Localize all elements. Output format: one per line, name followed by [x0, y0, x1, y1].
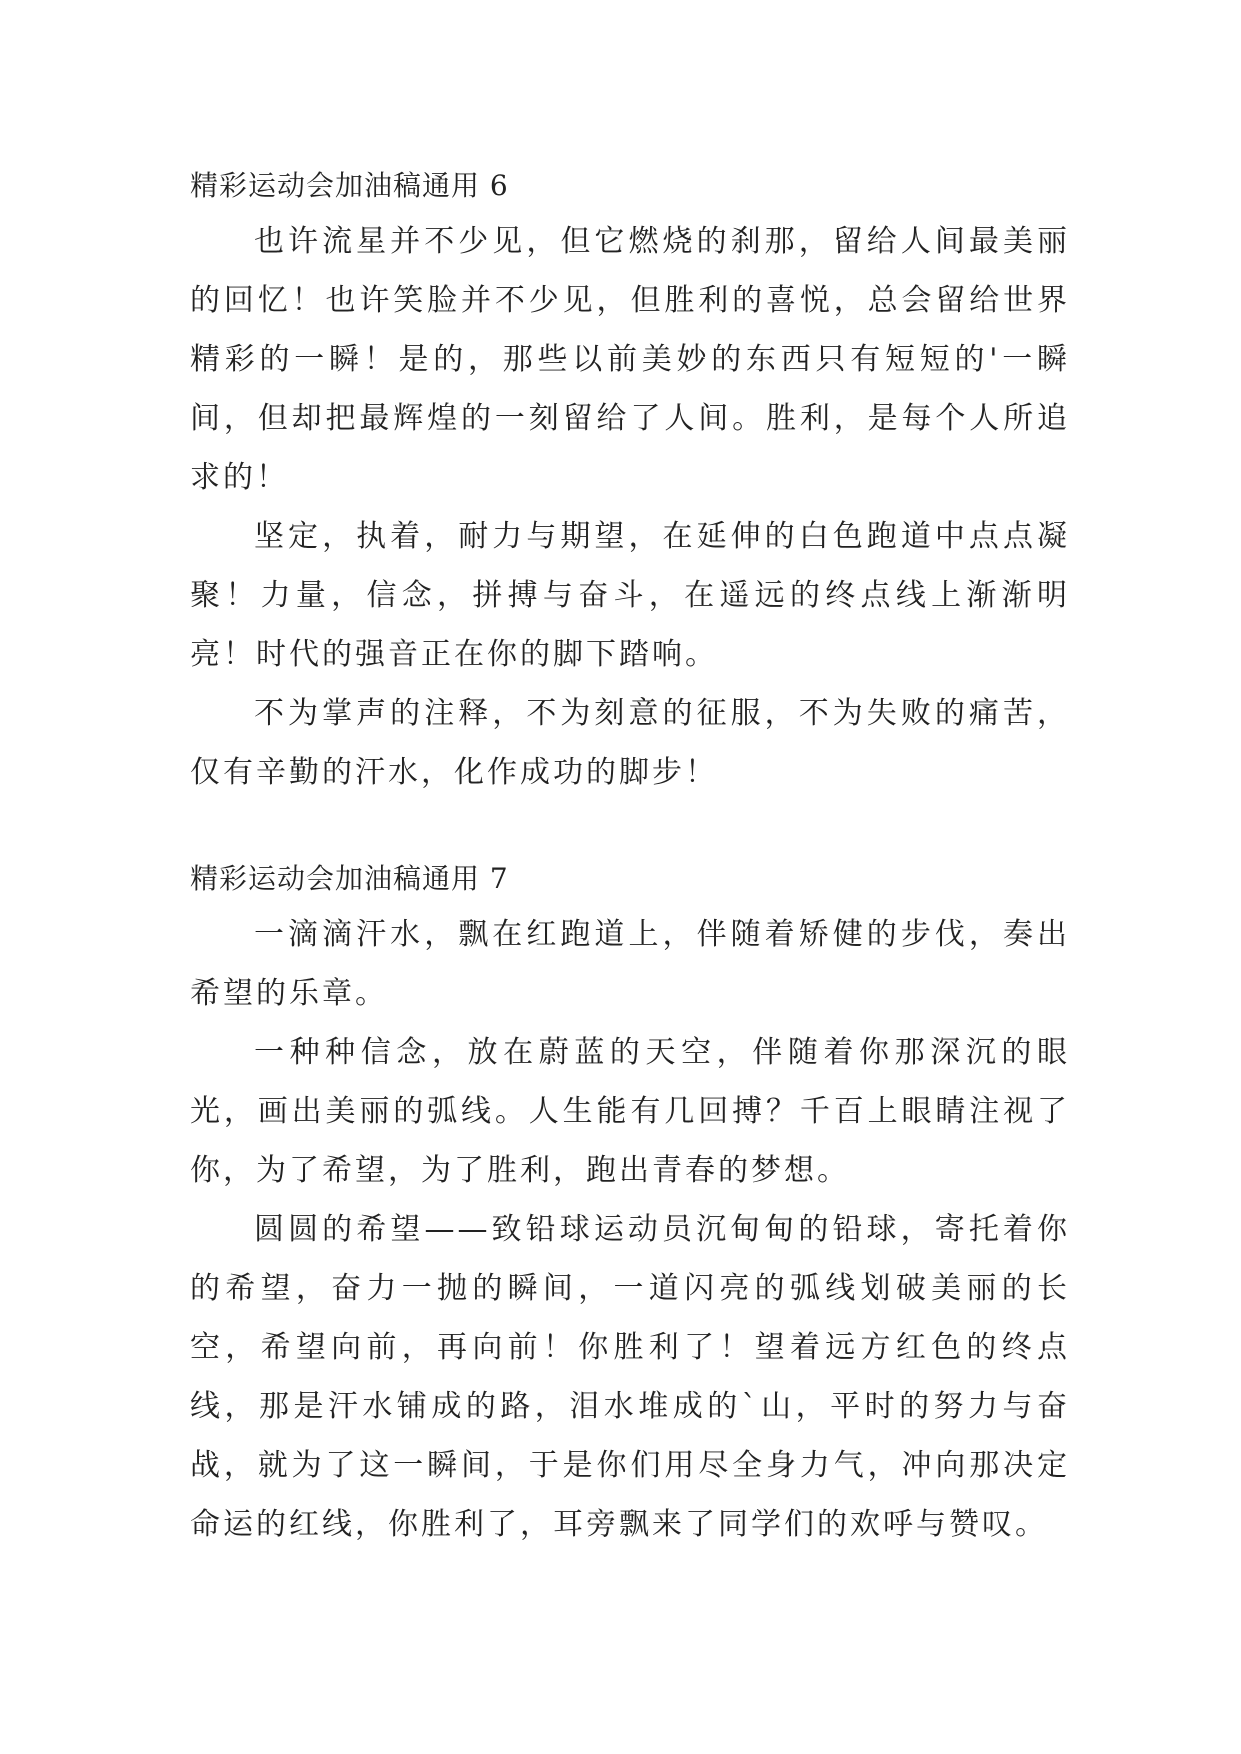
section-heading: 精彩运动会加油稿通用 7 [190, 862, 509, 895]
paragraph: 坚定，执着，耐力与期望，在延伸的白色跑道中点点凝聚！力量，信念，拼搏与奋斗，在遥远的终点线上渐渐明亮！时代的强音正在你的脚下踏响。 [190, 519, 1070, 672]
section-heading: 精彩运动会加油稿通用 6 [190, 169, 509, 202]
paragraph: 一滴滴汗水，飘在红跑道上，伴随着矫健的步伐，奏出希望的乐章。 [190, 917, 1070, 1011]
speech-section-6 [190, 160, 1070, 802]
speech-section-7 [190, 853, 1070, 1554]
paragraph: 圆圆的希望——致铅球运动员沉甸甸的铅球，寄托着你的希望，奋力一抛的瞬间，一道闪亮的弧线划破美丽的长空，希望向前，再向前！你胜利了！望着远方红色的终点线，那是汗水铺成的路，泪水堆成的`山，平时的努力与奋战，就为了这一瞬间，于是你们用尽全身力气，冲向那决定命运的红线，你胜利了，耳旁飘来了同学们的欢呼与赞叹。 [190, 1212, 1070, 1542]
paragraph: 也许流星并不少见，但它燃烧的刹那，留给人间最美丽的回忆！也许笑脸并不少见，但胜利的喜悦，总会留给世界精彩的一瞬！是的，那些以前美妙的东西只有短短的'一瞬间，但却把最辉煌的一刻留给了人间。胜利，是每个人所追求的！ [190, 224, 1070, 495]
paragraph: 不为掌声的注释，不为刻意的征服，不为失败的痛苦，仅有辛勤的汗水，化作成功的脚步！ [190, 696, 1070, 790]
paragraph: 一种种信念，放在蔚蓝的天空，伴随着你那深沉的眼光，画出美丽的弧线。人生能有几回搏？千百上眼睛注视了你，为了希望，为了胜利，跑出青春的梦想。 [190, 1035, 1070, 1188]
